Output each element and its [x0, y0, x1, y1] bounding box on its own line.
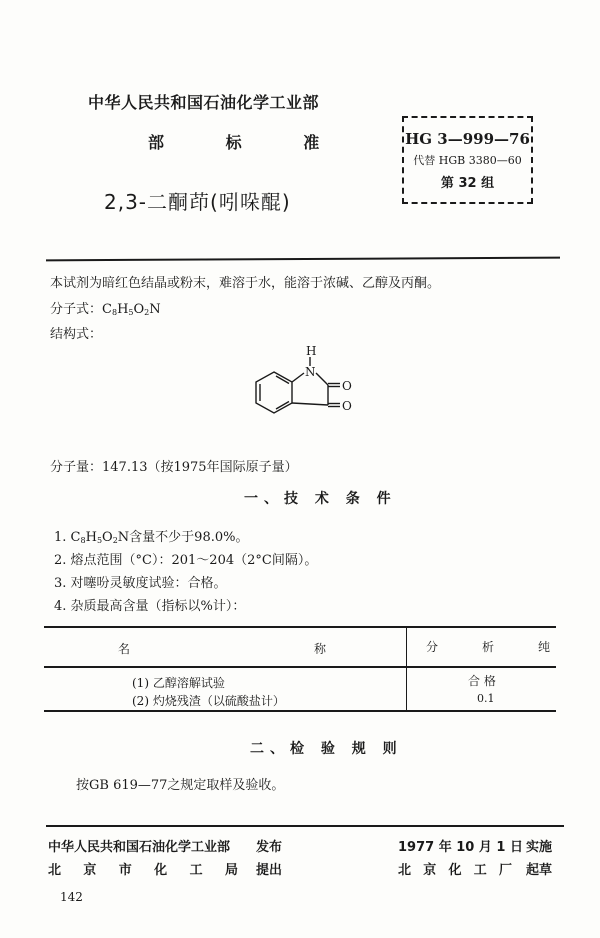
replaces-code: 代替 HGB 3380—60 [413, 153, 522, 167]
standard-type-char: 标 [225, 133, 242, 152]
spec-item: 2. 熔点范围（°C）：201～204（2°C间隔）。 [54, 553, 318, 568]
table-bottom-rule [44, 710, 556, 712]
isatin-structure-diagram [240, 345, 370, 435]
table-header-name-left: 名 [118, 642, 131, 656]
spec-item: 1. $C_8H_5O_2N$含量不少于98.0%。 [54, 530, 249, 545]
inspection-rule-text: 按GB 619—77之规定取样及验收。 [76, 778, 285, 793]
table-header-grade: 纯 [538, 640, 551, 654]
standard-type-char: 部 [148, 133, 165, 152]
effective-action: 实施 [526, 840, 553, 855]
table-top-rule [44, 626, 556, 628]
table-row-value: 0.1 [477, 692, 495, 705]
table-header-name-right: 称 [314, 642, 327, 656]
proposer: 北 京 市 化 工 局 [48, 863, 238, 878]
drafter: 北 京 化 工 厂 [398, 863, 512, 878]
description: 本试剂为暗红色结晶或粉末，难溶于水，能溶于浓碱、乙醇及丙酮。 [50, 276, 441, 291]
impurity-table [44, 626, 556, 712]
proposer-action: 提出 [256, 863, 283, 878]
atom-o: O [342, 399, 352, 413]
drafter-action: 起草 [526, 863, 553, 878]
document-title: 2,3-二酮茚(吲哚醌) [104, 190, 291, 214]
atom-h: H [306, 345, 317, 358]
group-number: 第 32 组 [440, 175, 495, 191]
standard-code: HG 3—999—76 [405, 129, 530, 148]
issuer: 中华人民共和国石油化学工业部 [48, 840, 231, 855]
effective-date: 1977 年 10 月 1 日 [398, 840, 523, 855]
table-row-value: 合 格 [468, 674, 496, 688]
table-header-grade: 析 [482, 640, 495, 654]
table-column-divider [406, 626, 407, 712]
page-number: 142 [60, 890, 83, 904]
footer-rule [46, 825, 564, 827]
spec-item: 4. 杂质最高含量（指标以%计）： [54, 599, 246, 614]
structure-label: 结构式： [50, 327, 103, 342]
standard-code-box [402, 116, 533, 204]
spec-item: 3. 对噻吩灵敏度试验：合格。 [54, 576, 227, 591]
issuer-action: 发布 [256, 840, 283, 855]
atom-o: O [342, 379, 352, 393]
table-header-rule [44, 666, 556, 668]
standard-type [148, 130, 349, 153]
section-heading-technical-conditions: 一、技 术 条 件 [244, 491, 397, 507]
table-header-grade: 分 [426, 640, 439, 654]
section-heading-inspection-rules: 二、检 验 规 则 [250, 741, 403, 757]
atom-n: N [305, 365, 316, 379]
molecular-weight: 分子量：147.13（按1975年国际原子量） [50, 460, 298, 475]
standard-type-char: 准 [303, 133, 320, 152]
molecular-formula: 分子式：$C_8H_5O_2N$ [50, 302, 161, 317]
header-divider [46, 257, 560, 262]
ministry-name: 中华人民共和国石油化学工业部 [88, 93, 320, 112]
table-row-name: (2) 灼烧残渣（以硫酸盐计） [132, 694, 285, 708]
table-row-name: (1) 乙醇溶解试验 [132, 676, 225, 690]
